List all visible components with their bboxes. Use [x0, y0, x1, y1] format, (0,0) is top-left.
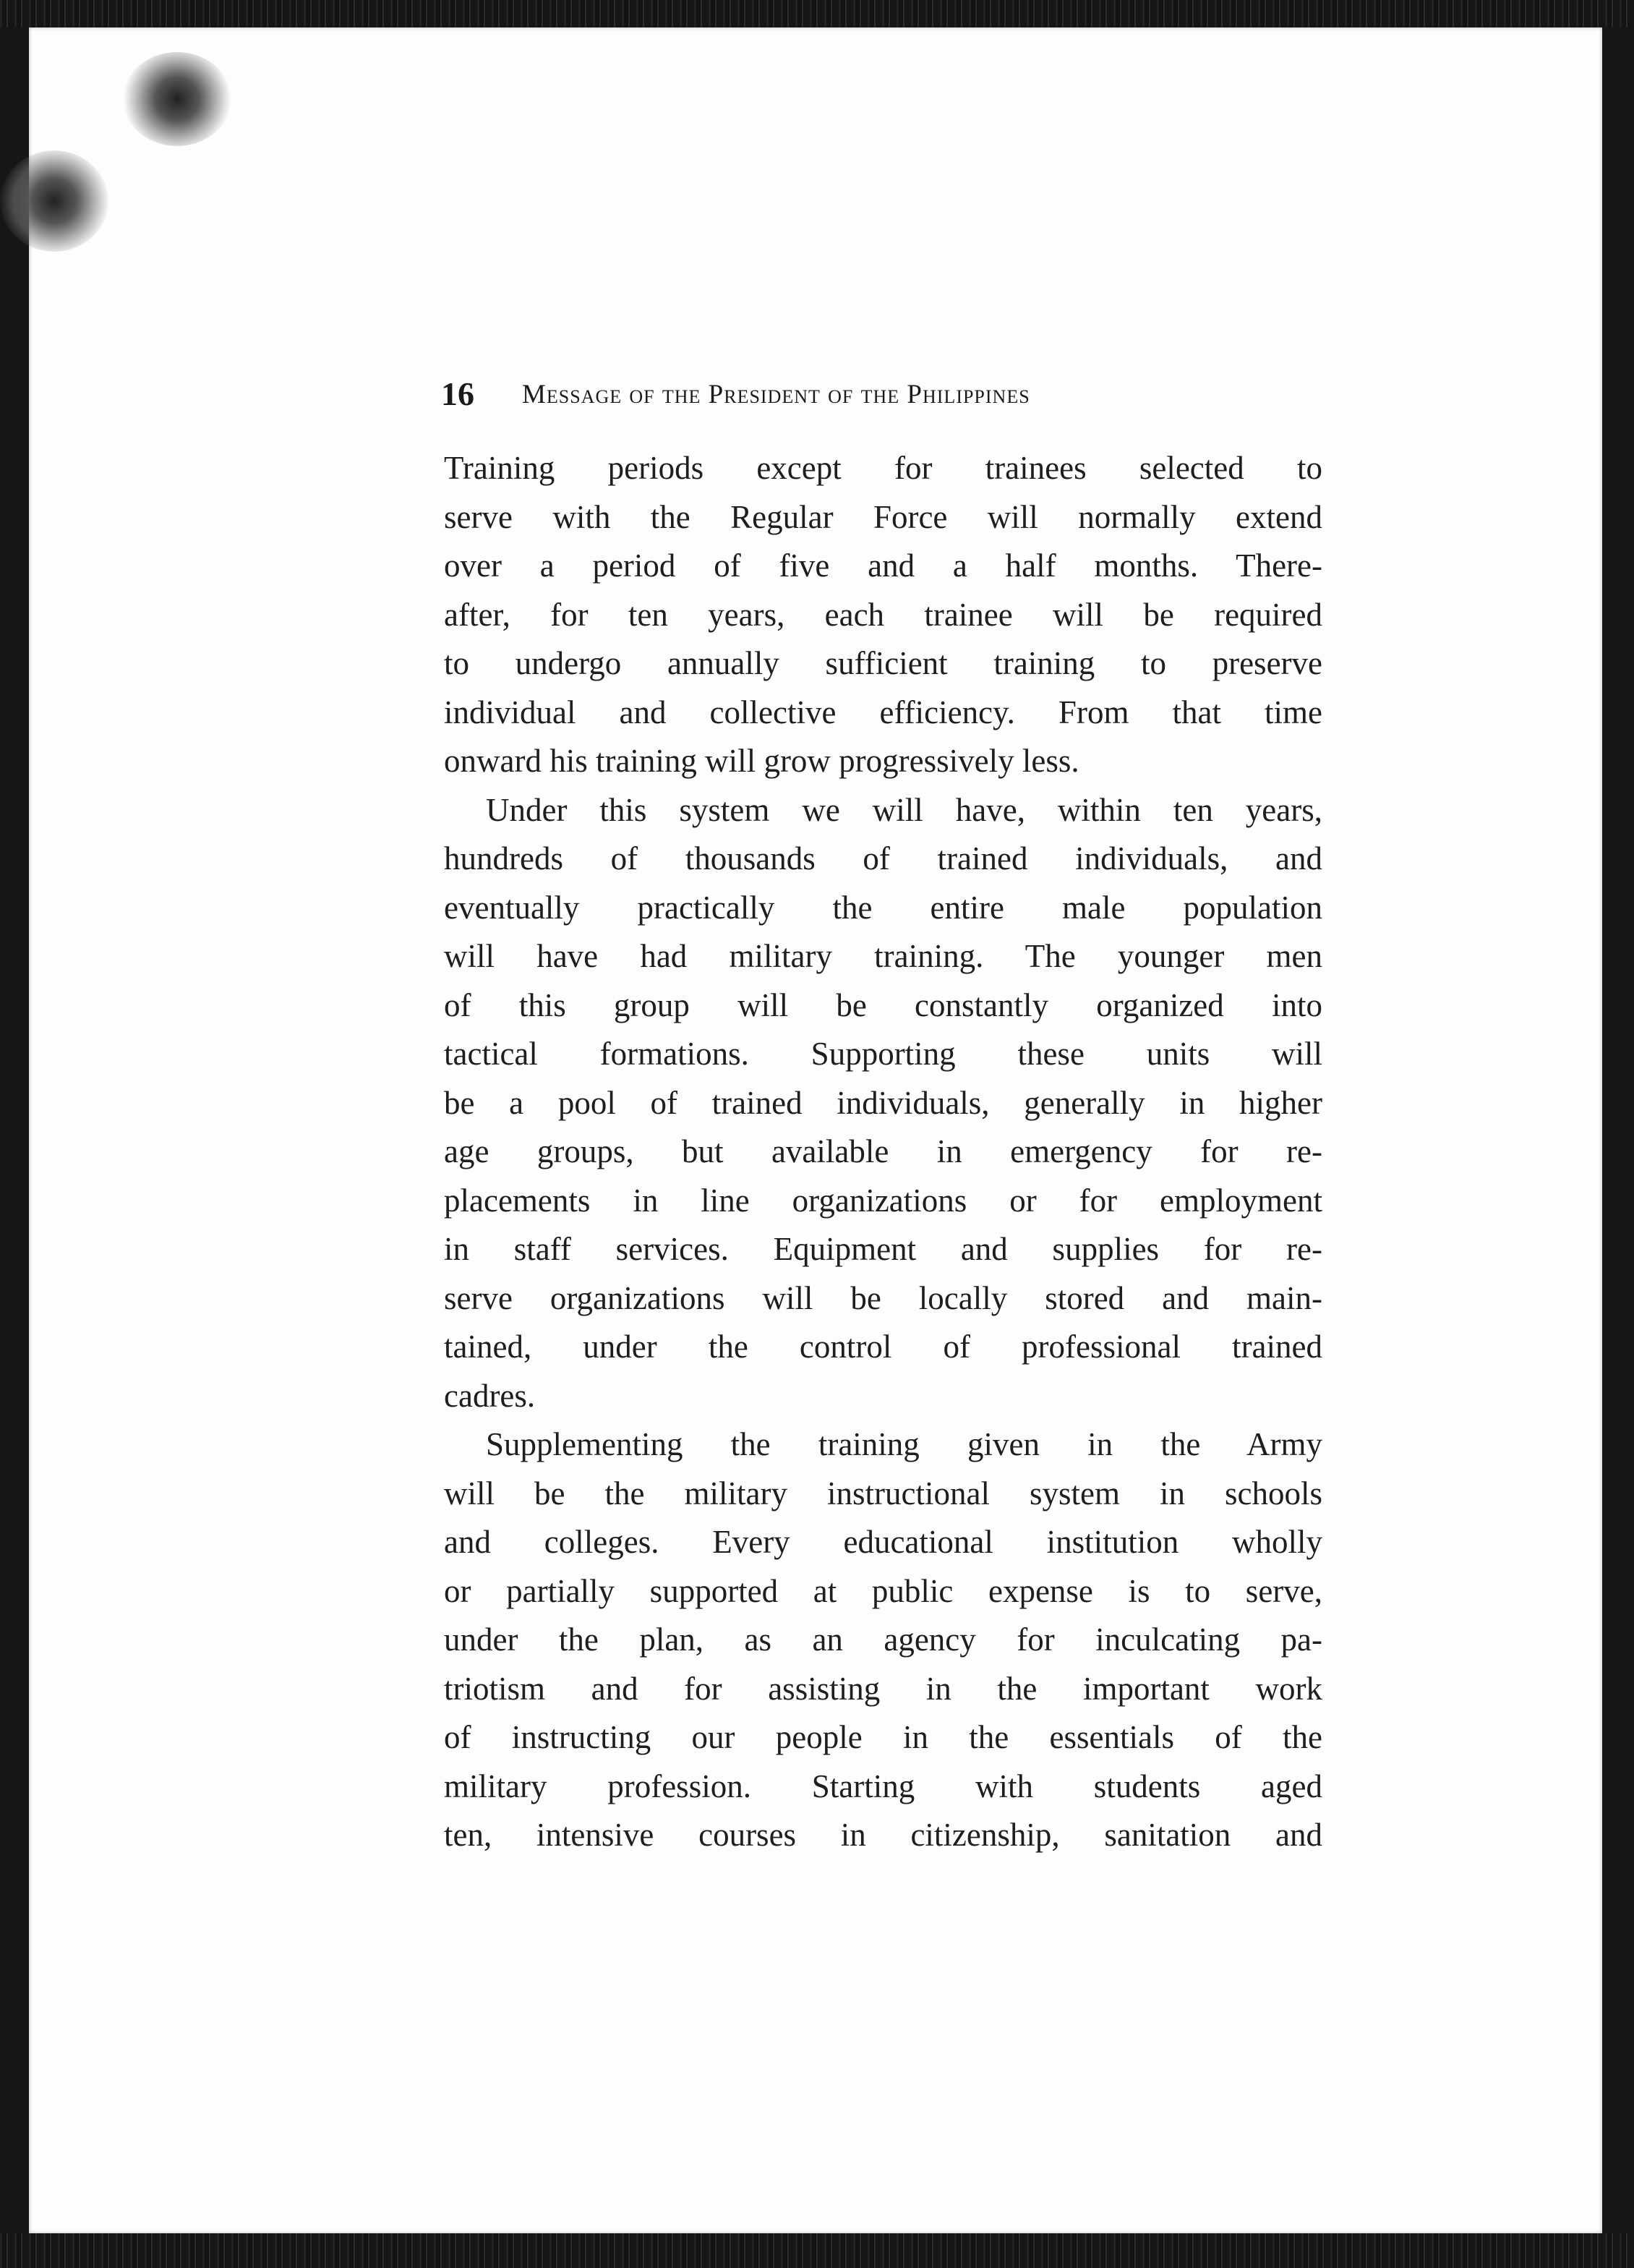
page-header [441, 375, 1323, 425]
text-line: onward his training will grow progressively less. [444, 743, 1079, 779]
text-line: triotism and for assisting in the important work [444, 1670, 1322, 1707]
text-line: Supplementing the training given in the Army [486, 1426, 1322, 1462]
text-line: to undergo annually sufficient training to preserve [444, 645, 1322, 681]
running-title: Message of the President of the Philippines [522, 380, 1030, 409]
text-line: age groups, but available in emergency for re- [444, 1133, 1322, 1169]
text-line: tained, under the control of professional trained [444, 1329, 1322, 1365]
text-line: will have had military training. The younger men [444, 938, 1322, 974]
text-line: Under this system we will have, within ten years, [486, 791, 1322, 828]
text-line: of this group will be constantly organized into [444, 986, 1322, 1023]
text-line: tactical formations. Supporting these units will [444, 1036, 1322, 1072]
text-line: be a pool of trained individuals, generally in higher [444, 1084, 1322, 1121]
text-line: individual and collective efficiency. From that time [444, 694, 1322, 730]
text-line: Training periods except for trainees selected to [444, 450, 1322, 486]
paragraph [444, 1420, 1322, 1860]
text-line: after, for ten years, each trainee will be required [444, 596, 1322, 633]
text-line: ten, intensive courses in citizenship, sanitation and [444, 1817, 1322, 1853]
paragraph [444, 786, 1322, 1421]
text-line: under the plan, as an agency for inculcating pa- [444, 1621, 1322, 1658]
text-line: of instructing our people in the essentials of the [444, 1719, 1322, 1755]
text-line: will be the military instructional system in schools [444, 1475, 1322, 1512]
text-line: in staff services. Equipment and supplies for re- [444, 1231, 1322, 1267]
body-text [444, 444, 1322, 1860]
text-line: serve with the Regular Force will normally extend [444, 498, 1322, 535]
text-line: eventually practically the entire male population [444, 889, 1322, 926]
ink-blot [0, 150, 108, 252]
text-line: over a period of five and a half months. There- [444, 547, 1322, 584]
paragraph [444, 444, 1322, 786]
top-film-edge [0, 0, 1634, 27]
page-number: 16 [441, 375, 474, 412]
text-line: or partially supported at public expense is to serve, [444, 1572, 1322, 1609]
bottom-film-edge [0, 2233, 1634, 2268]
text-line: military profession. Starting with students aged [444, 1768, 1322, 1804]
text-line: hundreds of thousands of trained individuals, and [444, 840, 1322, 877]
text-line: cadres. [444, 1377, 536, 1414]
ink-blot [123, 52, 231, 146]
text-line: and colleges. Every educational institution wholly [444, 1524, 1322, 1560]
text-line: placements in line organizations or for employment [444, 1182, 1322, 1219]
text-line: serve organizations will be locally stored and main- [444, 1279, 1322, 1316]
